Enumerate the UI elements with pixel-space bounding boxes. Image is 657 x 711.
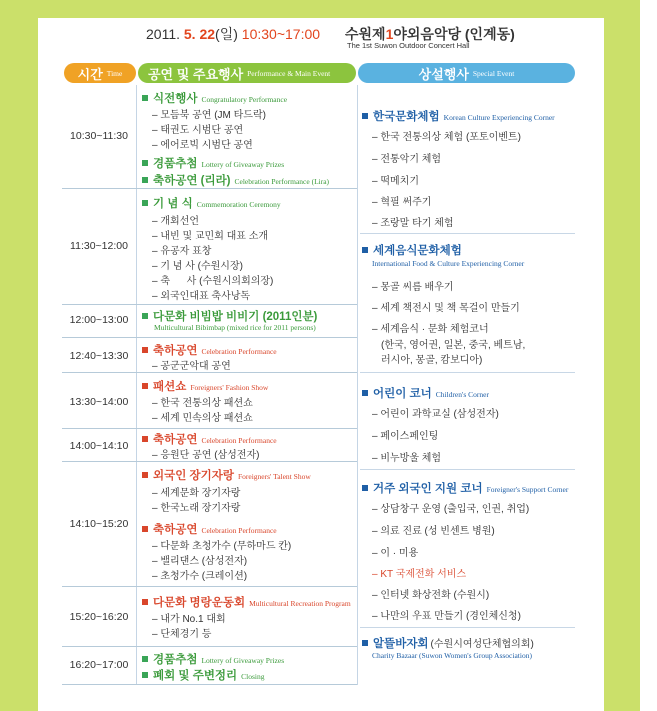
program-sub: – 축 사 (수원시의회의장) — [152, 276, 274, 287]
program-sub: – 응원단 공연 (삼성전자) — [152, 450, 260, 461]
program-sub: – 세계 민속의상 패션쇼 — [152, 413, 253, 424]
program-sub: – 밸리댄스 (삼성전자) — [152, 556, 248, 567]
program-heading: 기 념 식 Commemoration Ceremony — [142, 195, 281, 211]
column-header-special-event: 상설행사 Special Event — [358, 63, 575, 83]
program-heading: 식전행사 Congratulatory Performance — [142, 90, 287, 106]
event-sub: – 혁필 써주기 — [372, 197, 432, 208]
green-border-top — [0, 0, 640, 18]
event-heading: 거주 외국인 지원 코너 Foreigner's Support Corner — [362, 480, 568, 496]
event-sub: – 조랑말 타기 체험 — [372, 218, 454, 229]
time-slot: 12:40~13:30 — [69, 350, 129, 362]
venue-title: 수원제1야외음악당 (인계동) — [345, 26, 515, 42]
green-border-right — [604, 0, 640, 711]
green-border-left — [0, 0, 38, 711]
program-sub: – 태권도 시범단 공연 — [152, 125, 244, 136]
program-sub: – 기 념 사 (수원시장) — [152, 261, 243, 272]
program-heading: 경품추첨 Lottery of Giveaway Prizes — [142, 155, 284, 171]
program-heading: 다문화 비빔밥 비비기 (2011인분) — [142, 308, 317, 324]
program-sub: – 내가 No.1 대회 — [152, 614, 226, 625]
program-sub: – 초청가수 (크레이션) — [152, 571, 248, 582]
divider-time — [136, 85, 137, 685]
event-sub: – 몽골 씨름 배우기 — [372, 282, 454, 293]
program-english: Multicultural Bibimbap (mixed rice for 2011 persons) — [154, 323, 316, 332]
event-sub-kt: – KT 국제전화 서비스 — [372, 569, 467, 580]
program-sub: – 개회선언 — [152, 216, 199, 227]
program-sub: – 유공자 표창 — [152, 246, 212, 257]
event-sub: – 페이스페인팅 — [372, 431, 439, 442]
time-slot: 11:30~12:00 — [70, 240, 128, 252]
program-heading: 외국인 장기자랑 Foreigners' Talent Show — [142, 467, 311, 483]
program-sub: – 공군군악대 공연 — [152, 361, 231, 372]
program-heading: 축하공연 Celebration Performance — [142, 342, 277, 358]
event-sub: – 의료 진료 (성 빈센트 병원) — [372, 526, 495, 537]
program-sub: – 세계문화 장기자랑 — [152, 488, 241, 499]
program-sub: – 에어로빅 시범단 공연 — [152, 140, 253, 151]
event-heading: 한국문화체험 Korean Culture Experiencing Corner — [362, 108, 555, 124]
event-sub: – 나만의 우표 만들기 (경인체신청) — [372, 611, 521, 622]
program-sub: – 다문화 초청가수 (무하마드 칸) — [152, 541, 292, 552]
time-slot: 15:20~16:20 — [69, 611, 129, 623]
event-date: 2011. 5. 22(일) 10:30~17:00 — [146, 26, 321, 42]
program-heading: 폐회 및 주변정리 Closing — [142, 667, 265, 683]
event-sub: – 세계음식 · 문화 체험코너 — [372, 324, 489, 335]
program-sub: – 내빈 및 교민회 대표 소개 — [152, 231, 269, 242]
event-sub: – 인터넷 화상전화 (수원시) — [372, 590, 490, 601]
program-heading: 축하공연 Celebration Performance — [142, 431, 277, 447]
divider-event — [357, 85, 358, 685]
program-sub: – 단체경기 등 — [152, 629, 212, 640]
time-slot: 14:00~14:10 — [69, 440, 129, 452]
program-heading: 패션쇼 Foreigners' Fashion Show — [142, 378, 268, 394]
event-sub: – 세계 책전시 및 책 목걸이 만들기 — [372, 303, 520, 314]
program-heading: 축하공연 (리라) Celebration Performance (Lira) — [142, 172, 329, 188]
event-sub: – 이 · 미용 — [372, 548, 419, 559]
program-sub: – 한국 전통의상 패션쇼 — [152, 398, 253, 409]
event-english: International Food & Culture Experiencing Corner — [372, 259, 525, 268]
program-heading: 다문화 명랑운동회 Multicultural Recreation Program — [142, 594, 351, 610]
event-sub-note: (한국, 영어권, 일본, 중국, 베트남, — [381, 340, 526, 351]
event-sub-note: 러시아, 몽골, 캄보디아) — [381, 355, 483, 366]
column-header-performance: 공연 및 주요행사 Performance & Main Event — [138, 63, 356, 83]
event-sub: – 떡메치기 — [372, 176, 419, 187]
event-sub: – 한국 전통의상 체험 (포토이벤트) — [372, 132, 521, 143]
time-slot: 16:20~17:00 — [69, 659, 129, 671]
program-sub: – 모듬북 공연 (JM 타드락) — [152, 110, 266, 121]
event-sub: – 전통악기 체험 — [372, 154, 442, 165]
program-sub: – 한국노래 장기자랑 — [152, 503, 241, 514]
program-heading: 축하공연 Celebration Performance — [142, 521, 277, 537]
time-slot: 12:00~13:00 — [69, 314, 129, 326]
time-slot: 14:10~15:20 — [69, 518, 129, 530]
time-slot: 13:30~14:00 — [69, 396, 129, 408]
event-sub: – 어린이 과학교실 (삼성전자) — [372, 409, 499, 420]
program-heading: 경품추첨 Lottery of Giveaway Prizes — [142, 651, 284, 667]
event-heading: 어린이 코너 Children's Corner — [362, 385, 489, 401]
venue-english: The 1st Suwon Outdoor Concert Hall — [347, 41, 470, 50]
event-sub: – 비누방울 체험 — [372, 453, 442, 464]
event-heading: 알뜰바자회 (수원시여성단체협의회) — [362, 635, 534, 651]
time-slot: 10:30~11:30 — [70, 130, 128, 142]
program-sub: – 외국인대표 축사낭독 — [152, 291, 251, 302]
event-sub: – 상담창구 운영 (출입국, 인권, 취업) — [372, 504, 530, 515]
event-heading: 세계음식문화체험 — [362, 242, 462, 258]
event-english: Charity Bazaar (Suwon Women's Group Association) — [372, 651, 532, 660]
column-header-time: 시간 Time — [64, 63, 136, 83]
